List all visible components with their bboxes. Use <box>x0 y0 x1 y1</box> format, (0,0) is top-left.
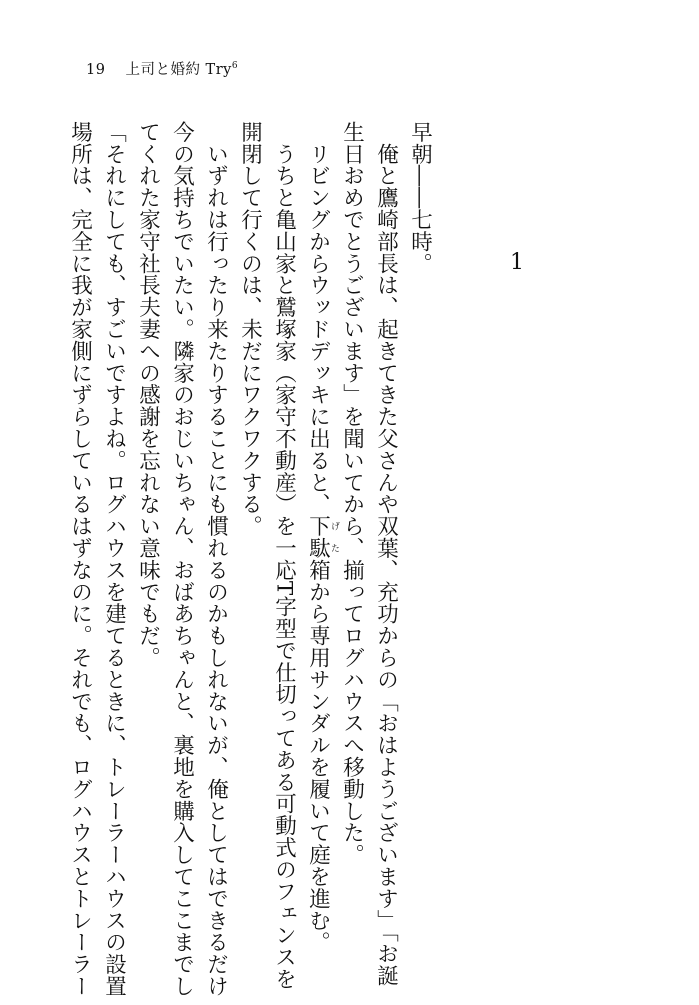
ruby-base: 下駄 <box>305 515 331 560</box>
text-column-2: 俺と鷹崎部長は、起きてきた父さんや双葉、充功からの「おはようございます」「お誕 <box>373 121 399 987</box>
ruby-reading: げた <box>329 515 339 560</box>
ruby-word <box>305 515 339 560</box>
book-title: 上司と婚約 Try <box>125 62 232 78</box>
text-column-4-lead: リビングからウッドデッキに出ると、 <box>305 121 331 516</box>
text-column-4 <box>307 121 339 953</box>
page-number: 19 <box>86 62 106 78</box>
text-column-10: 「それにしても、すごいですよね。ログハウスを建てるときに、トレーラーハウスの設置 <box>101 121 127 997</box>
text-column-9: てくれた家守社長夫妻への感謝を忘れない意味でもだ。 <box>135 121 161 669</box>
text-column-5: うちと亀山家と鷲塚家（家守不動産）を一応T字型で仕切ってある可動式のフェンスを <box>271 121 297 990</box>
text-column-7: いずれは行ったり来たりすることにも慣れるのかもしれないが、俺としてはできるだけ <box>203 121 229 997</box>
text-column-11: 場所は、完全に我が家側にずらしているはずなのに。それでも、ログハウスとトレーラー <box>67 121 93 997</box>
chapter-number: 1 <box>510 250 524 275</box>
text-column-3: 生日おめでとうございます」を聞いてから、揃ってログハウスへ移動した。 <box>339 121 365 866</box>
book-title-superscript: 6 <box>231 61 239 72</box>
text-column-8: 今の気持ちでいたい。隣家のおじいちゃん、おばあちゃんと、裏地を購入してここまでし <box>169 121 195 997</box>
running-header <box>86 58 238 79</box>
text-column-6: 開閉して行くのは、未だにワクワクする。 <box>237 121 263 538</box>
text-column-4-tail: 箱から専用サンダルを履いて庭を進む。 <box>305 559 331 954</box>
text-column-1: 早朝――七時。 <box>407 121 433 275</box>
